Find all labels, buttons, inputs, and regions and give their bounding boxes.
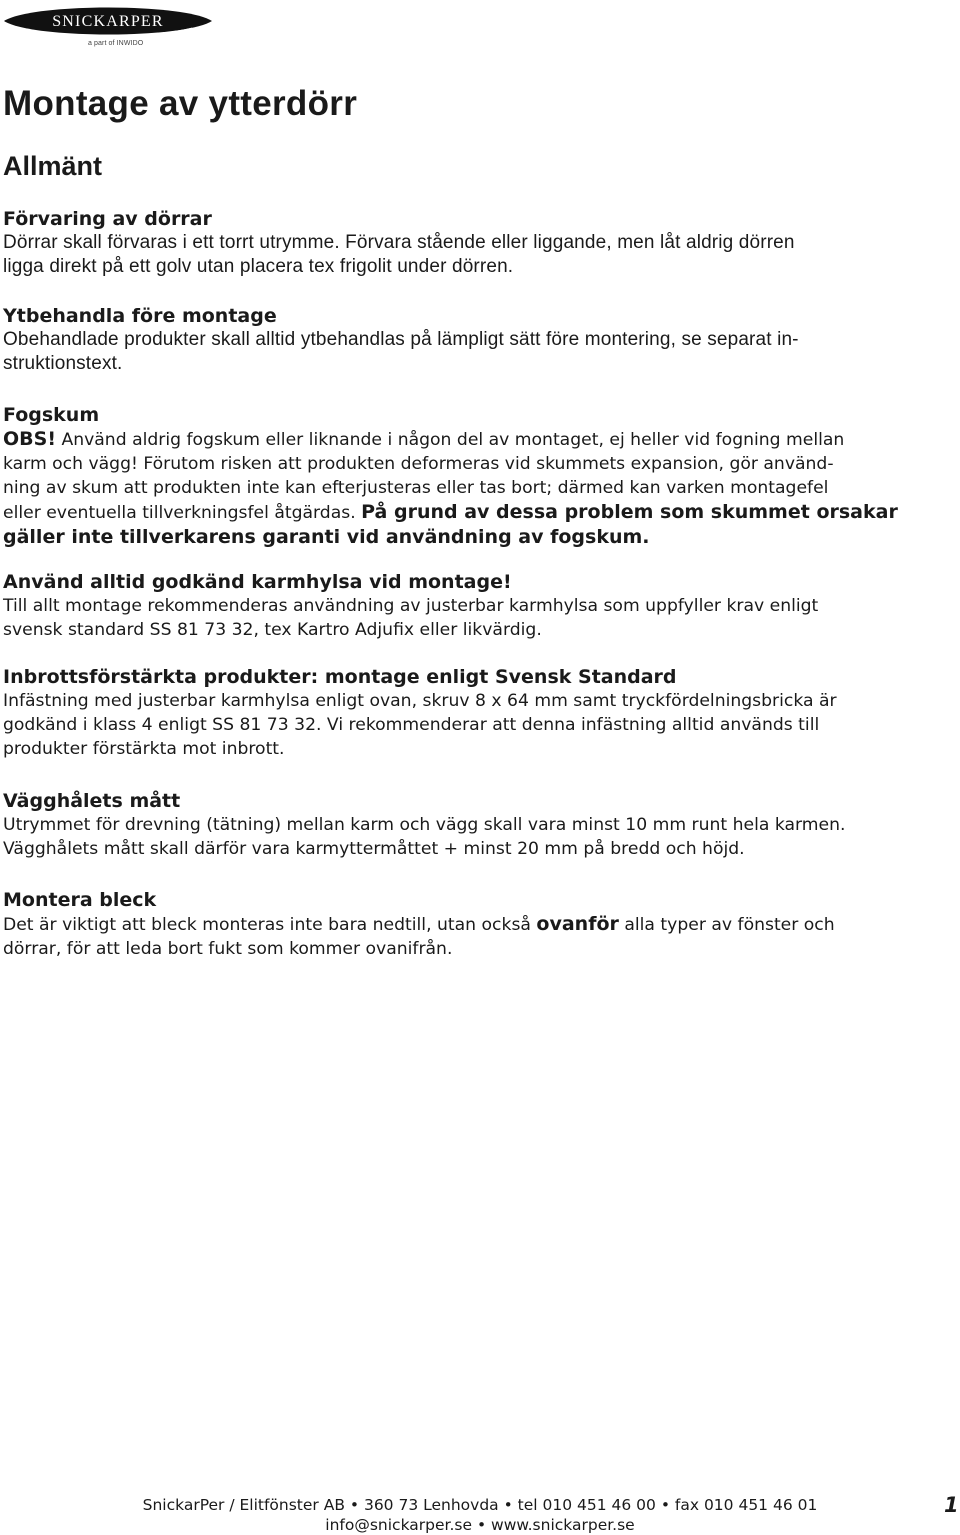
text-line: Vägghålets mått skall därför vara karmyttermåttet + minst 20 mm på bredd och höjd. — [3, 839, 745, 859]
section-flashing — [3, 888, 953, 961]
section-text — [3, 427, 953, 549]
section-text — [3, 912, 953, 961]
text-line: dörrar, för att leda bort fukt som kommer ovanifrån. — [3, 939, 453, 959]
section-heading: Inbrottsförstärkta produkter: montage enligt Svensk Standard — [3, 666, 677, 688]
warranty-warning: gäller inte tillverkarens garanti vid användning av fogskum. — [3, 526, 650, 548]
text-line: Infästning med justerbar karmhylsa enligt ovan, skruv 8 x 64 mm samt tryckfördelningsbricka är — [3, 691, 837, 711]
warranty-warning: På grund av dessa problem som skummet orsakar — [361, 501, 898, 523]
page-subtitle: Allmänt — [3, 151, 103, 181]
page-title: Montage av ytterdörr — [3, 84, 358, 123]
text-line: produkter förstärkta mot inbrott. — [3, 739, 285, 759]
footer-contact: info@snickarper.se • www.snickarper.se — [325, 1516, 635, 1534]
text-line: eller eventuella tillverkningsfel åtgärdas. — [3, 503, 362, 523]
obs-label: OBS! — [3, 428, 56, 450]
section-heading: Ytbehandla före montage — [3, 305, 277, 327]
emphasis-text: ovanför — [536, 913, 619, 935]
section-heading: Vägghålets mått — [3, 790, 181, 812]
logo-badge — [2, 2, 214, 40]
section-text — [3, 231, 953, 279]
section-heading: Förvaring av dörrar — [3, 208, 212, 230]
section-burglary-protection — [3, 665, 953, 761]
section-surface-treatment — [3, 304, 953, 376]
text-line: Dörrar skall förvaras i ett torrt utrymme. Förvara stående eller liggande, men låt aldrig dörren — [3, 232, 795, 253]
text-line: karm och vägg! Förutom risken att produkten deformeras vid skummets expansion, gör använd- — [3, 454, 834, 474]
section-storage — [3, 207, 953, 279]
text-line: ning av skum att produkten inte kan efterjusteras eller tas bort; därmed kan varken montagefel — [3, 478, 829, 498]
logo-tagline: a part of INWIDO — [88, 40, 144, 47]
text-line: ligga direkt på ett golv utan placera tex frigolit under dörren. — [3, 256, 514, 277]
section-text — [3, 689, 953, 761]
page-number: 1 — [944, 1493, 959, 1517]
section-text — [3, 813, 953, 861]
section-text — [3, 594, 953, 642]
footer — [0, 1495, 960, 1535]
section-heading: Använd alltid godkänd karmhylsa vid montage! — [3, 571, 512, 593]
text-line: Utrymmet för drevning (tätning) mellan karm och vägg skall vara minst 10 mm runt hela karmen. — [3, 815, 846, 835]
footer-address: SnickarPer / Elitfönster AB • 360 73 Lenhovda • tel 010 451 46 00 • fax 010 451 46 01 — [142, 1496, 818, 1514]
text-line: alla typer av fönster och — [618, 915, 835, 935]
section-heading: Montera bleck — [3, 889, 157, 911]
section-wall-opening — [3, 789, 953, 861]
section-text — [3, 328, 953, 376]
section-frame-sleeve — [3, 570, 953, 642]
section-foam — [3, 403, 953, 549]
text-line: Det är viktigt att bleck monteras inte bara nedtill, utan också — [3, 915, 537, 935]
text-line: svensk standard SS 81 73 32, tex Kartro Adjufix eller likvärdig. — [3, 620, 542, 640]
section-heading: Fogskum — [3, 404, 100, 426]
text-line: Obehandlade produkter skall alltid ytbehandlas på lämpligt sätt före montering, se separat in- — [3, 329, 799, 350]
text-line: Använd aldrig fogskum eller liknande i någon del av montaget, ej heller vid fogning mellan — [55, 430, 845, 450]
logo-text: SNICKARPER — [52, 13, 164, 30]
text-line: struktionstext. — [3, 353, 123, 374]
brand-logo — [2, 2, 214, 50]
text-line: Till allt montage rekommenderas användning av justerbar karmhylsa som uppfyller krav enligt — [3, 596, 819, 616]
text-line: godkänd i klass 4 enligt SS 81 73 32. Vi rekommenderar att denna infästning alltid används till — [3, 715, 820, 735]
